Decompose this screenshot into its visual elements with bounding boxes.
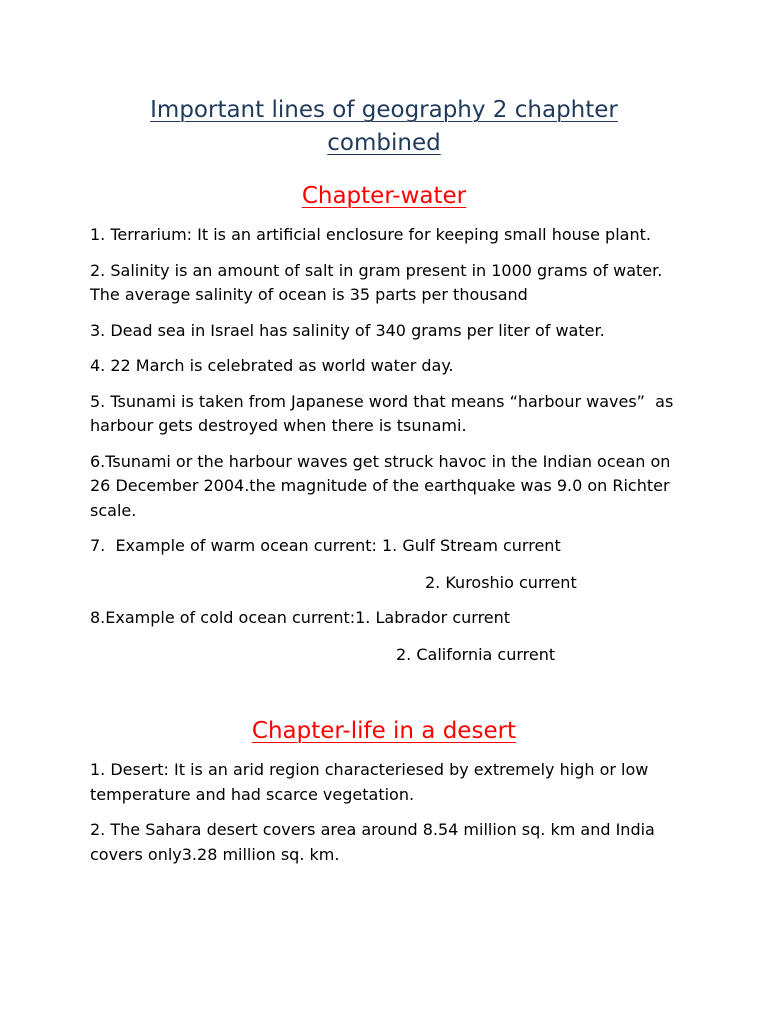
- water-item-7-sub: 2. Kuroshio current: [425, 572, 577, 592]
- desert-item-1: 1. Desert: It is an arid region characteriesed by extremely high or low temperature and had scarce vegetation.: [90, 760, 654, 804]
- water-item-3: 3. Dead sea in Israel has salinity of 340 grams per liter of water.: [90, 320, 605, 340]
- water-item-6: 6.Tsunami or the harbour waves get struck havoc in the Indian ocean on 26 December 2004.the magnitude of the earthquake was 9.0 on Richter scale.: [90, 451, 676, 520]
- water-item-8: 8.Example of cold ocean current:1. Labrador current: [90, 608, 511, 627]
- water-item-8-sub: 2. California current: [396, 644, 556, 664]
- water-item-4: 4. 22 March is celebrated as world water day.: [90, 356, 454, 375]
- document-title: Important lines of geography 2 chaphter combined: [150, 97, 618, 156]
- water-item-7: 7. Example of warm ocean current: 1. Gulf Stream current: [90, 536, 561, 555]
- desert-item-2: 2. The Sahara desert covers area around 8.54 million sq. km and India covers only3.28 million sq. km.: [90, 820, 660, 864]
- water-item-2: 2. Salinity is an amount of salt in gram present in 1000 grams of water. The average salinity of ocean is 35 parts per thousand: [90, 260, 668, 304]
- section-heading-water: Chapter-water: [301, 183, 467, 209]
- section-heading-desert: Chapter-life in a desert: [251, 718, 517, 744]
- water-item-1: 1. Terrarium: It is an artificial enclosure for keeping small house plant.: [90, 225, 651, 244]
- water-item-5: 5. Tsunami is taken from Japanese word that means “harbour waves” as harbour gets destroyed when there is tsunami.: [90, 391, 679, 435]
